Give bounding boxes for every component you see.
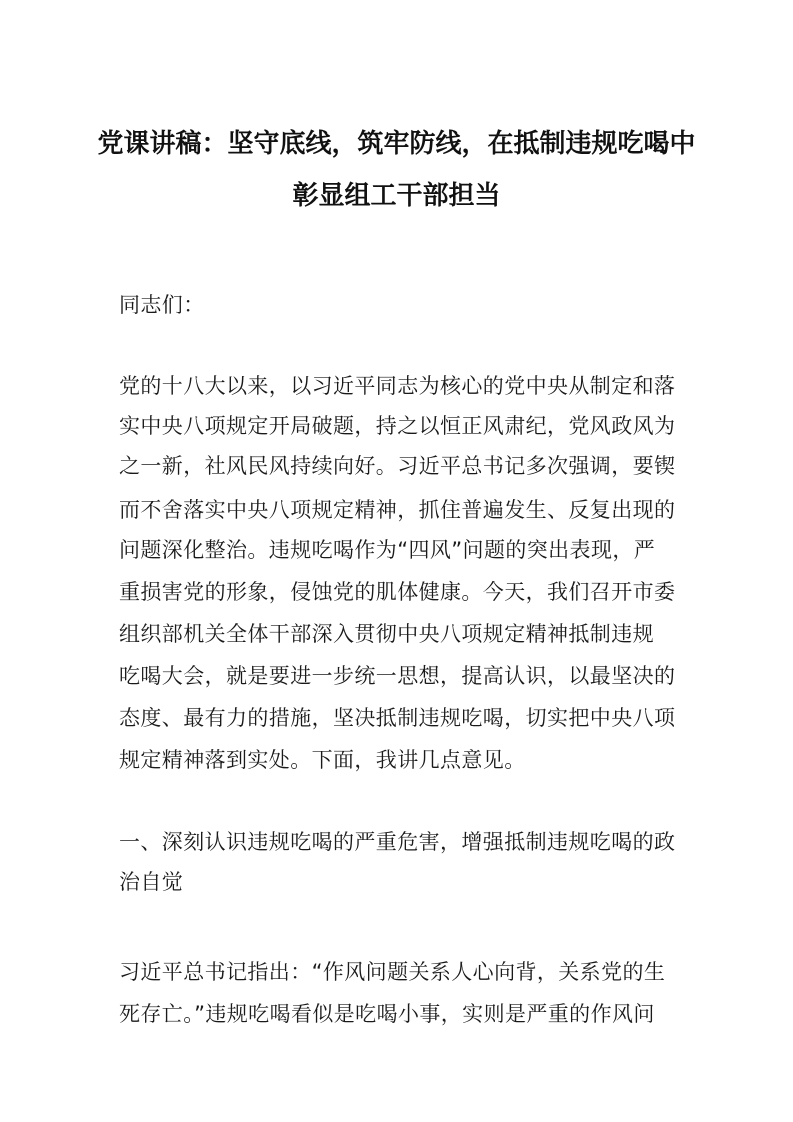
paragraph-1-line: 规定精神落到实处。下面，我讲几点意见。 [119,748,526,772]
paragraph-1-line: 党的十八大以来，以习近平同志为核心的党中央从制定和落 [119,374,676,398]
paragraph-1-line: 态度、最有力的措施，坚决抵制违规吃喝，切实把中央八项 [119,706,676,730]
paragraph-2-line: 死存亡。”违规吃喝看似是吃喝小事，实则是严重的作风问 [119,1002,655,1026]
paragraph-2-line: 习近平总书记指出：“作风问题关系人心向背，关系党的生 [119,960,666,984]
paragraph-1-line: 组织部机关全体干部深入贯彻中央八项规定精神抵制违规 [119,622,654,646]
paragraph-1-line: 而不舍落实中央八项规定精神，抓住普遍发生、反复出现的 [119,498,676,522]
salutation: 同志们： [119,293,205,317]
document-title-line-2: 彰显组工干部担当 [292,181,501,211]
paragraph-1-line: 重损害党的形象，侵蚀党的肌体健康。今天，我们召开市委 [119,580,676,604]
paragraph-1-line: 实中央八项规定开局破题，持之以恒正风肃纪，党风政风为 [119,414,676,438]
document-title-line-1: 党课讲稿：坚守底线，筑牢防线，在抵制违规吃喝中 [97,129,696,159]
section-heading-1-line: 一、深刻认识违规吃喝的严重危害，增强抵制违规吃喝的政 [119,830,676,854]
paragraph-1-line: 之一新，社风民风持续向好。习近平总书记多次强调，要锲 [119,454,676,478]
paragraph-1-line: 吃喝大会，就是要进一步统一思想，提高认识，以最坚决的 [119,664,676,688]
section-heading-1-line: 治自觉 [119,870,184,894]
paragraph-1-line: 问题深化整治。违规吃喝作为“四风”问题的突出表现，严 [119,538,656,562]
